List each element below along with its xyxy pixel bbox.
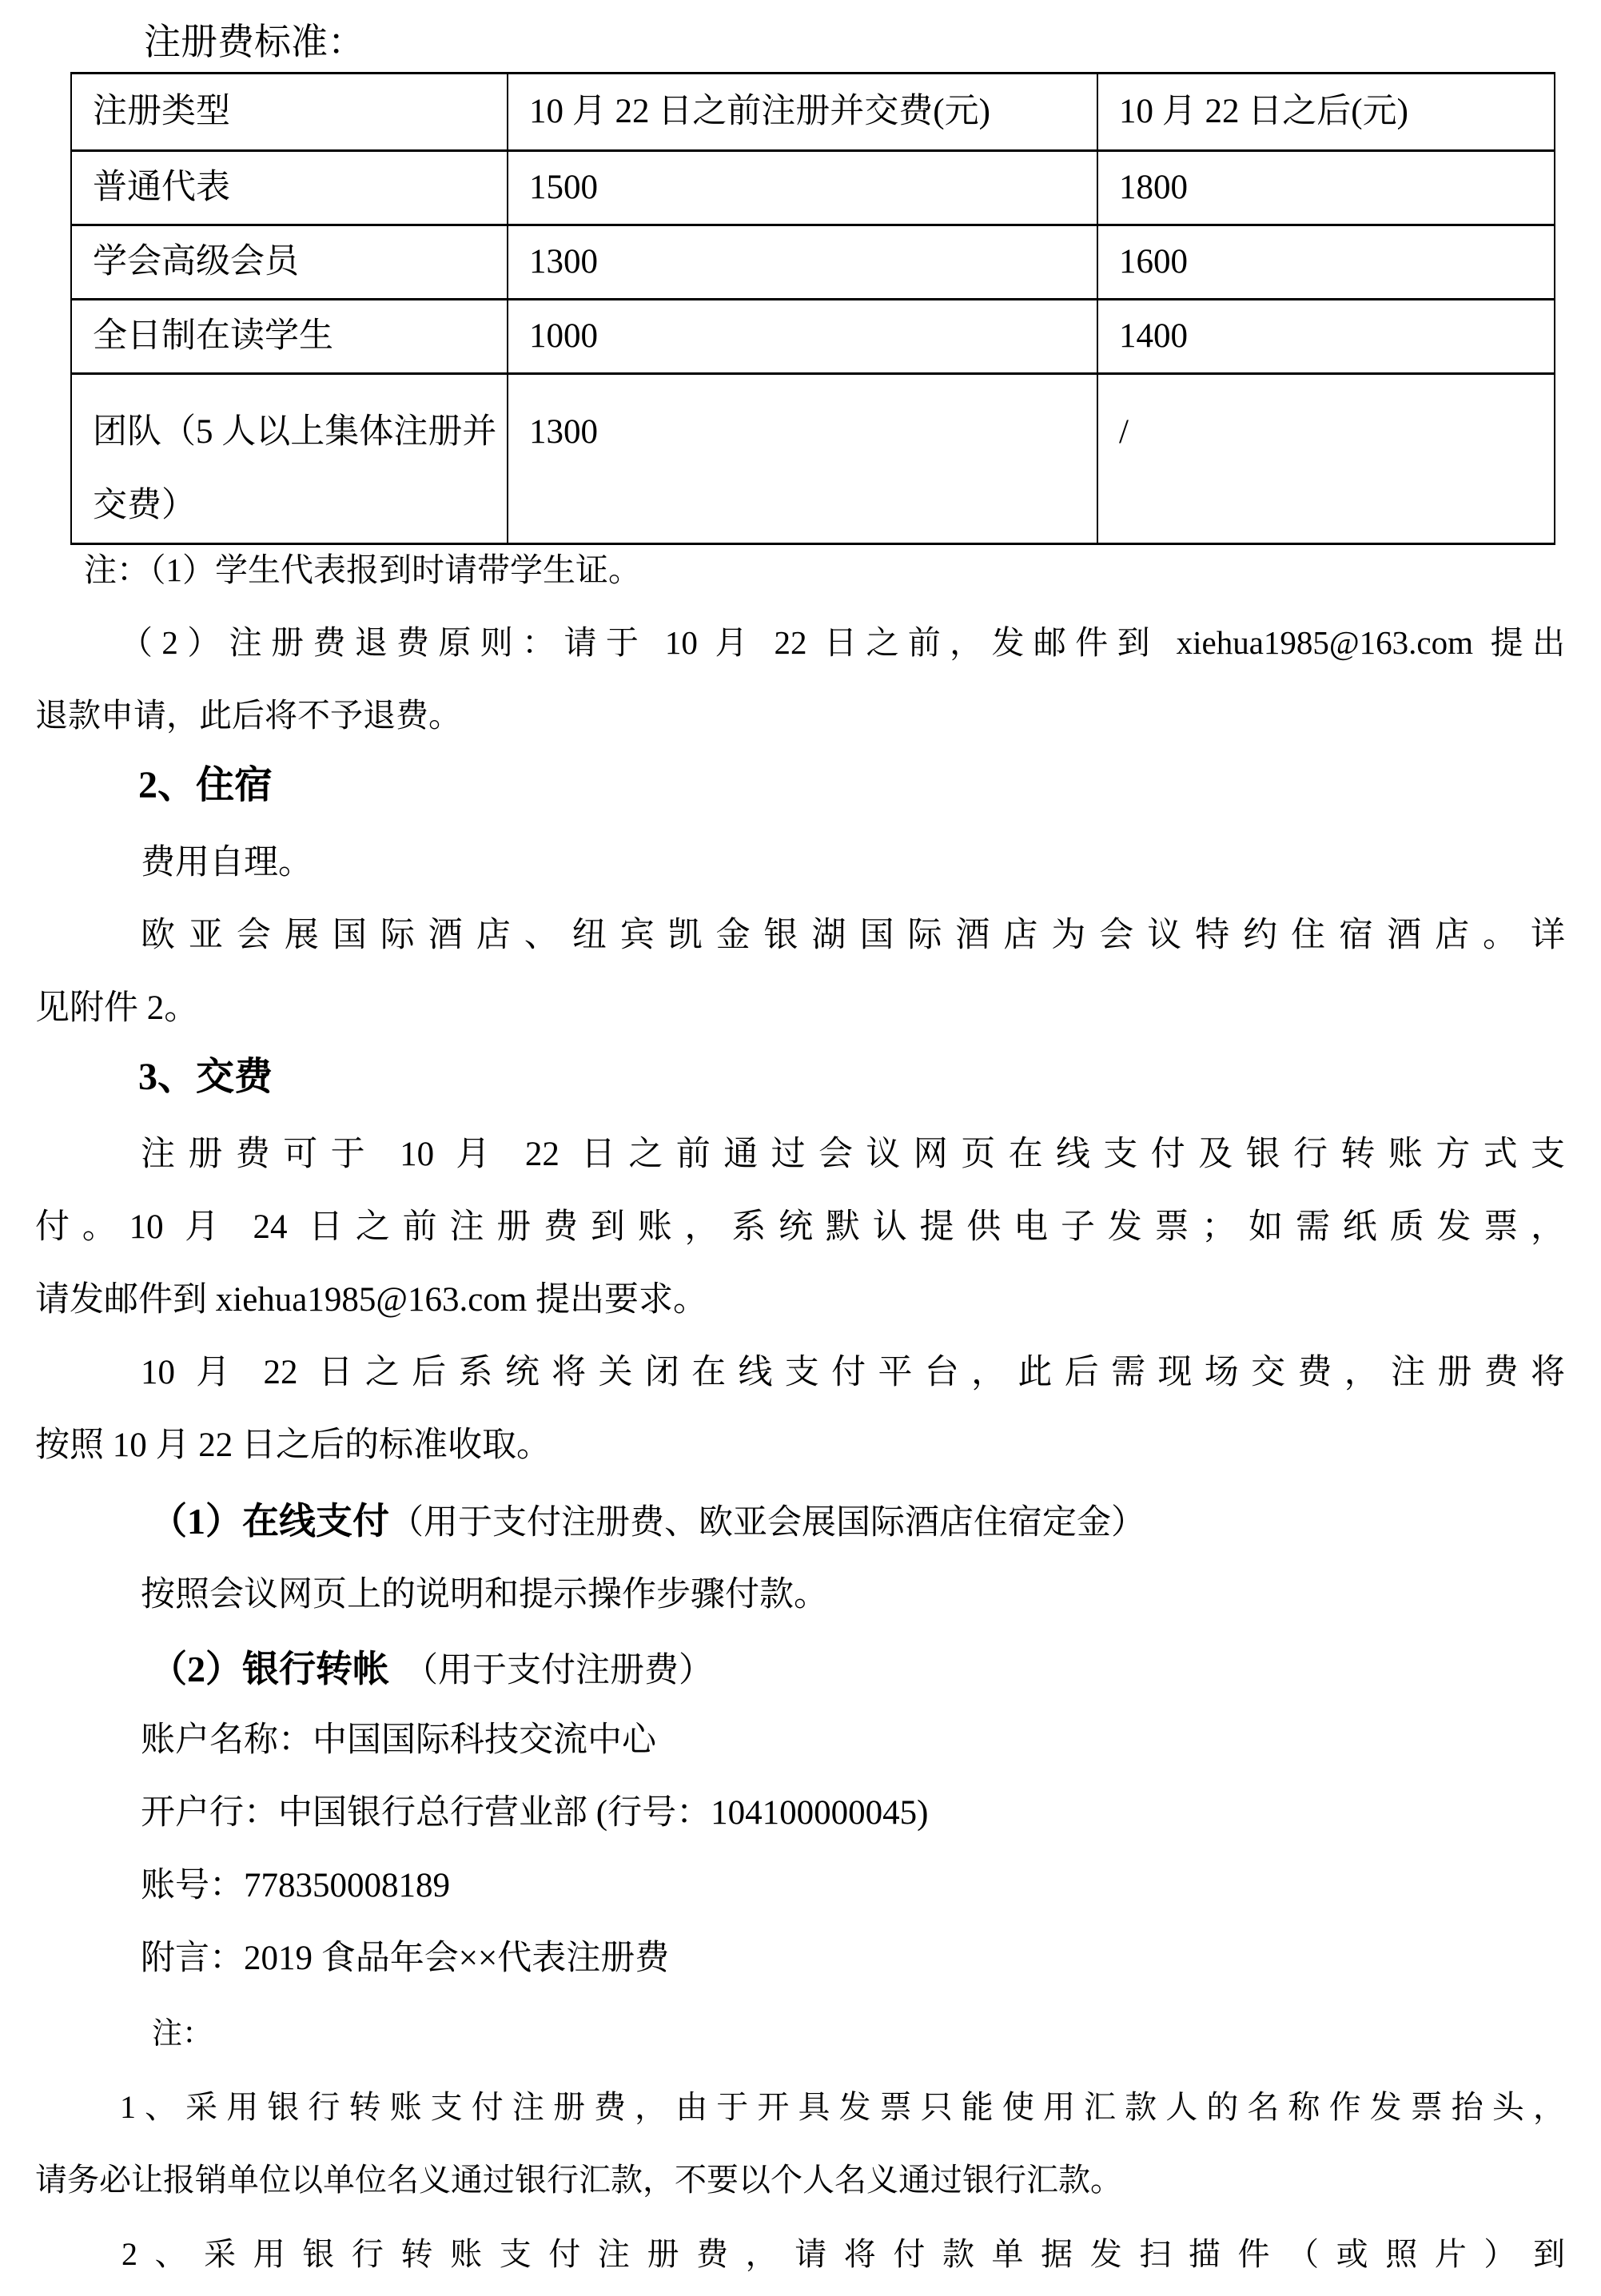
fee-type-cell: 学会高级会员: [71, 225, 508, 300]
accommodation-self-pay: 费用自理。: [141, 844, 313, 881]
fee-early-cell: 1500: [508, 151, 1097, 225]
payment-para1-line2: 付。10 月 24 日之前注册费到账，系统默认提供电子发票；如需纸质发票，: [35, 1208, 1565, 1246]
bottom-note1-line1: 1、采用银行转账支付注册费，由于开具发票只能使用汇款人的名称作发票抬头，: [120, 2089, 1565, 2125]
bottom-note2-line1: 2、采用银行转账支付注册费，请将付款单据发扫描件（或照片）到: [121, 2236, 1565, 2272]
payment-para2-line2: 按照 10 月 22 日之后的标准收取。: [35, 1427, 551, 1464]
section-accommodation-heading: 2、住宿: [138, 764, 273, 806]
online-payment-instruction: 按照会议网页上的说明和提示操作步骤付款。: [141, 1576, 828, 1614]
accommodation-hotels-line1: 欧亚会展国际酒店、纽宾凯金银湖国际酒店为会议特约住宿酒店。详: [141, 917, 1565, 954]
registration-fee-table: [70, 72, 1555, 545]
note-refund-line2: 退款申请，此后将不予退费。: [35, 697, 461, 734]
bank-transfer-label: （2）银行转帐: [150, 1649, 389, 1689]
fee-early-cell: 1300: [508, 225, 1097, 300]
bank-transfer-desc: （用于支付注册费）: [404, 1652, 713, 1689]
note-student-id: 注：（1）学生代表报到时请带学生证。: [84, 551, 641, 588]
note-refund-line1: （2）注册费退费原则：请于 10 月 22 日之前，发邮件到 xiehua1985@163.com 提出: [120, 624, 1565, 661]
fee-type-cell: 团队（5 人以上集体注册并交费）: [71, 374, 508, 544]
fee-early-cell: 1300: [508, 374, 1097, 544]
section-payment-heading: 3、交费: [138, 1056, 273, 1098]
fee-table-header-late: 10 月 22 日之后(元): [1097, 74, 1555, 151]
fee-late-cell: 1800: [1097, 151, 1555, 225]
fee-early-cell: 1000: [508, 300, 1097, 374]
payment-para1-line3: 请发邮件到 xiehua1985@163.com 提出要求。: [35, 1281, 707, 1319]
fee-late-cell: /: [1097, 374, 1555, 544]
fee-type-cell: 普通代表: [71, 151, 508, 225]
page-title: 注册费标准：: [144, 22, 364, 62]
bank-account-number: 账号：778350008189: [141, 1867, 450, 1904]
table-row: [71, 300, 1555, 374]
online-payment-item: [150, 1498, 1145, 1545]
payment-para2-line1: 10 月 22 日之后系统将关闭在线支付平台，此后需现场交费，注册费将: [141, 1354, 1565, 1391]
fee-late-cell: 1600: [1097, 225, 1555, 300]
fee-table-header-early: 10 月 22 日之前注册并交费(元): [508, 74, 1097, 151]
bottom-note1-line2: 请务必让报销单位以单位名义通过银行汇款，不要以个人名义通过银行汇款。: [35, 2162, 1122, 2198]
bank-transfer-item: [150, 1646, 713, 1693]
table-row: [71, 374, 1555, 544]
payment-para1-line1: 注册费可于 10 月 22 日之前通过会议网页在线支付及银行转账方式支: [141, 1136, 1565, 1173]
bank-account-name: 账户名称：中国国际科技交流中心: [141, 1721, 656, 1759]
bottom-note-label: 注：: [152, 2017, 213, 2051]
table-row: [71, 151, 1555, 225]
fee-table-header-row: [71, 74, 1555, 151]
online-payment-desc: （用于支付注册费、欧亚会展国际酒店住宿定金）: [389, 1504, 1145, 1542]
table-row: [71, 225, 1555, 300]
fee-type-cell: 全日制在读学生: [71, 300, 508, 374]
fee-late-cell: 1400: [1097, 300, 1555, 374]
transfer-memo: 附言：2019 食品年会××代表注册费: [141, 1940, 670, 1977]
accommodation-hotels-line2: 见附件 2。: [35, 989, 199, 1027]
online-payment-label: （1）在线支付: [150, 1501, 389, 1542]
fee-table-header-type: 注册类型: [71, 74, 508, 151]
bank-branch: 开户行：中国银行总行营业部 (行号：104100000045): [141, 1794, 929, 1832]
